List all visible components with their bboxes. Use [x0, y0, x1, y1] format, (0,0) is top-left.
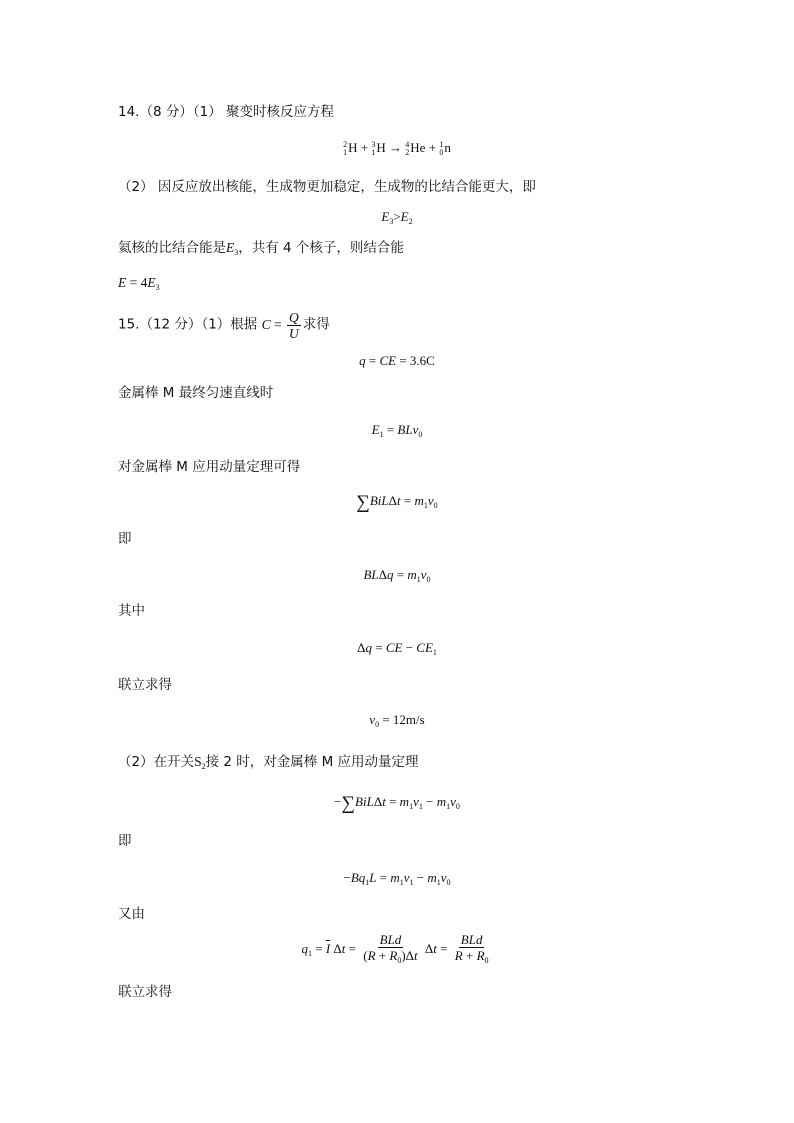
emf-eq: $E_1 = BLv_0$ — [371, 422, 423, 439]
energy-inequality: $E_3>E_2$ — [381, 209, 413, 226]
delta-q-eq: Δq = CE − $CE_1$ — [357, 640, 437, 657]
charge-eq: q = CE = 3.6C — [359, 353, 435, 368]
part2-pre: （2）在开关 — [118, 754, 195, 770]
binding-energy-eq: $E = 4E_3$ — [118, 275, 160, 292]
q14-part2: （2） 因反应放出核能，生成物更加稳定，生成物的比结合能更大，即 — [118, 179, 536, 195]
bq1l-eq: $-Bq_1L = m_1v_1 - m_1v_0$ — [343, 870, 451, 887]
q15-pre: 15.（12 分）（1）根据 — [118, 316, 258, 333]
ji-text-2: 即 — [118, 833, 132, 849]
helium-binding-line: 氦核的比结合能是$E_3$，共有 4 个核子，则结合能 — [118, 240, 404, 257]
q14-heading: 14.（8 分）（1） 聚变时核反应方程 — [118, 104, 334, 120]
momentum-eq-2: $-\sum BiL\Delta t = m_1v_1 - m_1v_0$ — [334, 793, 460, 814]
fusion-equation: 2 1 H + 3 1 H → 4 2 He + 1 0 n — [343, 140, 451, 158]
q15-post: 求得 — [302, 316, 330, 333]
final-speed-text: 金属棒 M 最终匀速直线时 — [118, 385, 274, 401]
qizhong-text: 其中 — [118, 603, 145, 619]
q1-eq: $q_1 = \overline{I}$ Δt = $\frac{\text{BLd}}{(R + R_0)\Delta t}$ Δt = $\frac{\text{BLd}}{R + R_0}$ — [301, 932, 489, 965]
v0-result-eq: $v_0 = 12m/s$ — [369, 712, 425, 729]
part2-text: （2）在开关$S_2$接 2 时，对金属棒 M 应用动量定理 — [118, 754, 419, 771]
youyou-text: 又由 — [118, 906, 145, 922]
ji-text-1: 即 — [118, 531, 132, 547]
part2-post: 接 2 时，对金属棒 M 应用动量定理 — [205, 754, 419, 770]
bl-dq-eq: $BL\Delta q = m_1v_0$ — [363, 567, 431, 584]
q15-heading: 15.（12 分）（1）根据 C = $\frac{Q}{U}$ 求得 — [118, 310, 330, 341]
helium-tail: ，共有 4 个核子，则结合能 — [238, 240, 404, 256]
momentum-text: 对金属棒 M 应用动量定理可得 — [118, 459, 301, 475]
lianli-text-2: 联立求得 — [118, 984, 172, 1000]
lianli-text-1: 联立求得 — [118, 677, 172, 693]
impulse-sum-eq: $\sum BiL\Delta t = m_1v_0$ — [356, 492, 438, 513]
helium-text: 氦核的比结合能是 — [118, 240, 226, 256]
